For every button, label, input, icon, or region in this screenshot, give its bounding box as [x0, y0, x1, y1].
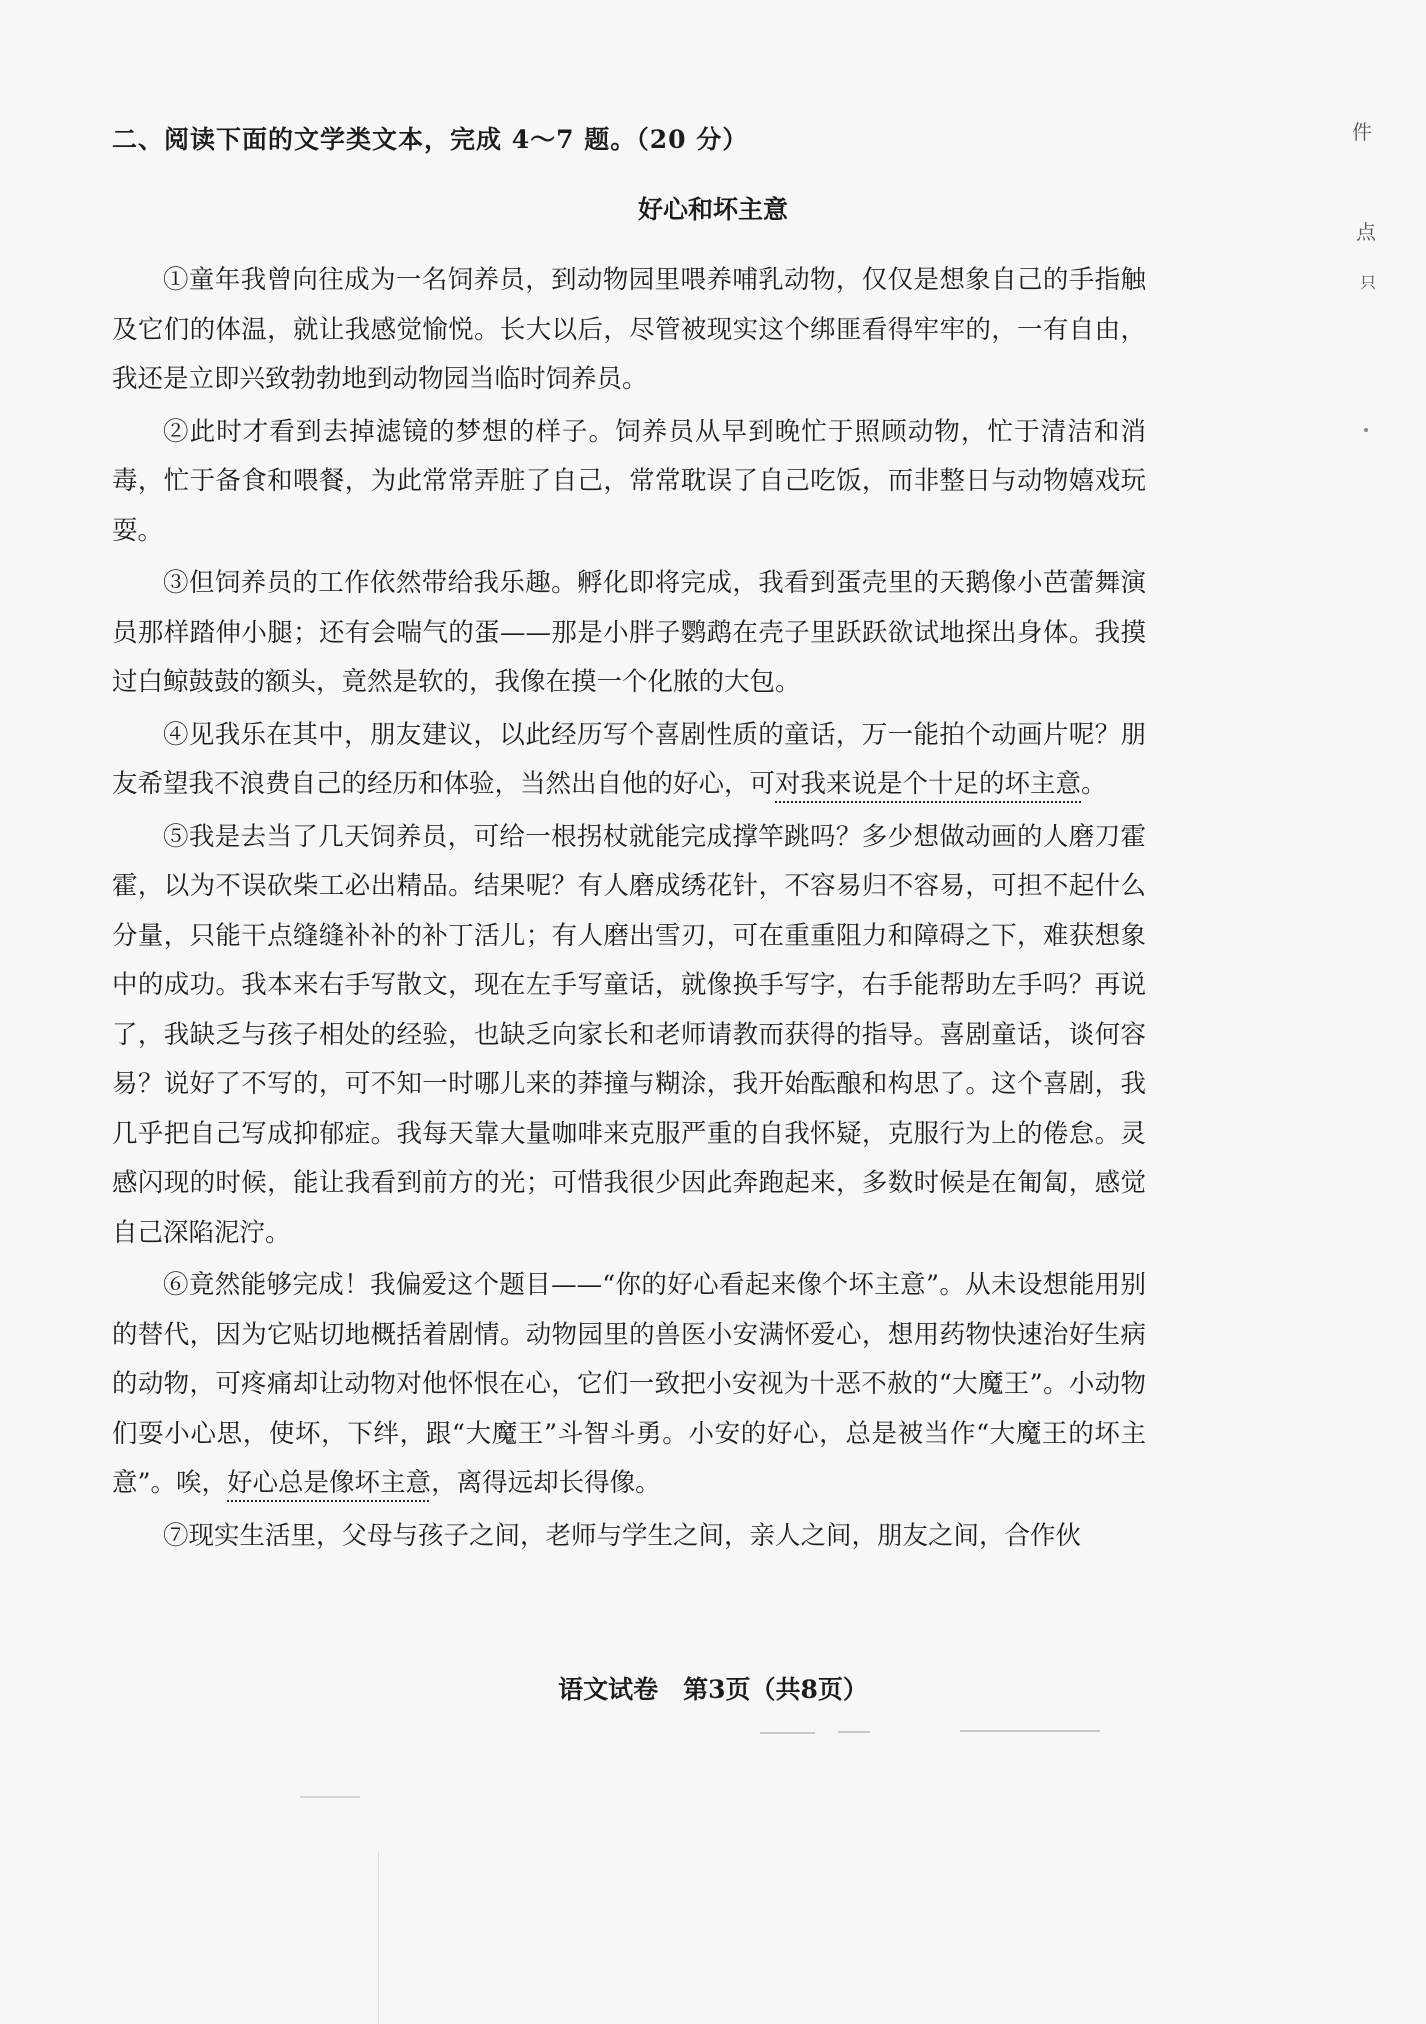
scan-smudge	[760, 1732, 815, 1734]
paragraph-4: ④见我乐在其中，朋友建议，以此经历写个喜剧性质的童话，万一能拍个动画片呢？朋友希望我不浪费自己的经历和体验，当然出自他的好心，可对我来说是个十足的坏主意。	[112, 719, 1146, 799]
section-heading: 二、阅读下面的文学类文本，完成 4～7 题。（20 分）	[112, 125, 749, 154]
paragraph-1: ①童年我曾向往成为一名饲养员，到动物园里喂养哺乳动物，仅仅是想象自己的手指触及它们的体温，就让我感觉愉悦。长大以后，尽管被现实这个绑匪看得牢牢的，一有自由，我还是立即兴致勃勃地到动物园当临时饲养员。	[112, 265, 1146, 394]
margin-mark: 件	[1352, 120, 1372, 144]
margin-mark: 点	[1356, 220, 1376, 244]
margin-mark: 只	[1360, 273, 1377, 292]
scan-speck	[1364, 428, 1368, 432]
paragraph-3: ③但饲养员的工作依然带给我乐趣。孵化即将完成，我看到蛋壳里的天鹅像小芭蕾舞演员那样踏伸小腿；还有会喘气的蛋——那是小胖子鹦鹉在壳子里跃跃欲试地探出身体。我摸过白鲸鼓鼓的额头，竟然是软的，我像在摸一个化脓的大包。	[112, 568, 1146, 697]
page-footer: 语文试卷 第3页（共8页）	[558, 1675, 868, 1704]
emphasized-phrase: 好心总是像坏主意	[227, 1468, 432, 1498]
scan-crease-line	[378, 1852, 379, 2024]
scan-smudge	[838, 1731, 870, 1733]
paragraph-6: ⑥竟然能够完成！我偏爱这个题目——“你的好心看起来像个坏主意”。从未设想能用别的替代，因为它贴切地概括着剧情。动物园里的兽医小安满怀爱心，想用药物快速治好生病的动物，可疼痛却让动物对他怀恨在心，它们一致把小安视为十恶不赦的“大魔王”。小动物们耍小心思，使坏，下绊，跟“大魔王”斗智斗勇。小安的好心，总是被当作“大魔王的坏主意”。唉，好心总是像坏主意，离得远却长得像。	[112, 1270, 1146, 1498]
paragraph-2: ②此时才看到去掉滤镜的梦想的样子。饲养员从早到晚忙于照顾动物，忙于清洁和消毒，忙于备食和喂餐，为此常常弄脏了自己，常常耽误了自己吃饭，而非整日与动物嬉戏玩耍。	[112, 416, 1146, 546]
paragraph-7: ⑦现实生活里，父母与孩子之间，老师与学生之间，亲人之间，朋友之间，合作伙	[163, 1520, 1082, 1551]
paragraph-5: ⑤我是去当了几天饲养员，可给一根拐杖就能完成撑竿跳吗？多少想做动画的人磨刀霍霍，以为不误砍柴工必出精品。结果呢？有人磨成绣花针，不容易归不容易，可担不起什么分量，只能干点缝缝补补的补丁活儿；有人磨出雪刃，可在重重阻力和障碍之下，难获想象中的成功。我本来右手写散文，现在左手写童话，就像换手写字，右手能帮助左手吗？再说了，我缺乏与孩子相处的经验，也缺乏向家长和老师请教而获得的指导。喜剧童话，谈何容易？说好了不写的，可不知一时哪儿来的莽撞与糊涂，我开始酝酿和构思了。这个喜剧，我几乎把自己写成抑郁症。我每天靠大量咖啡来克服严重的自我怀疑，克服行为上的倦怠。灵感闪现的时候，能让我看到前方的光；可惜我很少因此奔跑起来，多数时候是在匍匐，感觉自己深陷泥泞。	[112, 821, 1146, 1248]
emphasized-phrase: 对我来说是个十足的坏主意	[775, 769, 1082, 799]
article-title: 好心和坏主意	[637, 195, 788, 224]
article-body	[112, 256, 1146, 1564]
scan-smudge	[960, 1730, 1100, 1732]
scan-smudge	[300, 1796, 360, 1798]
